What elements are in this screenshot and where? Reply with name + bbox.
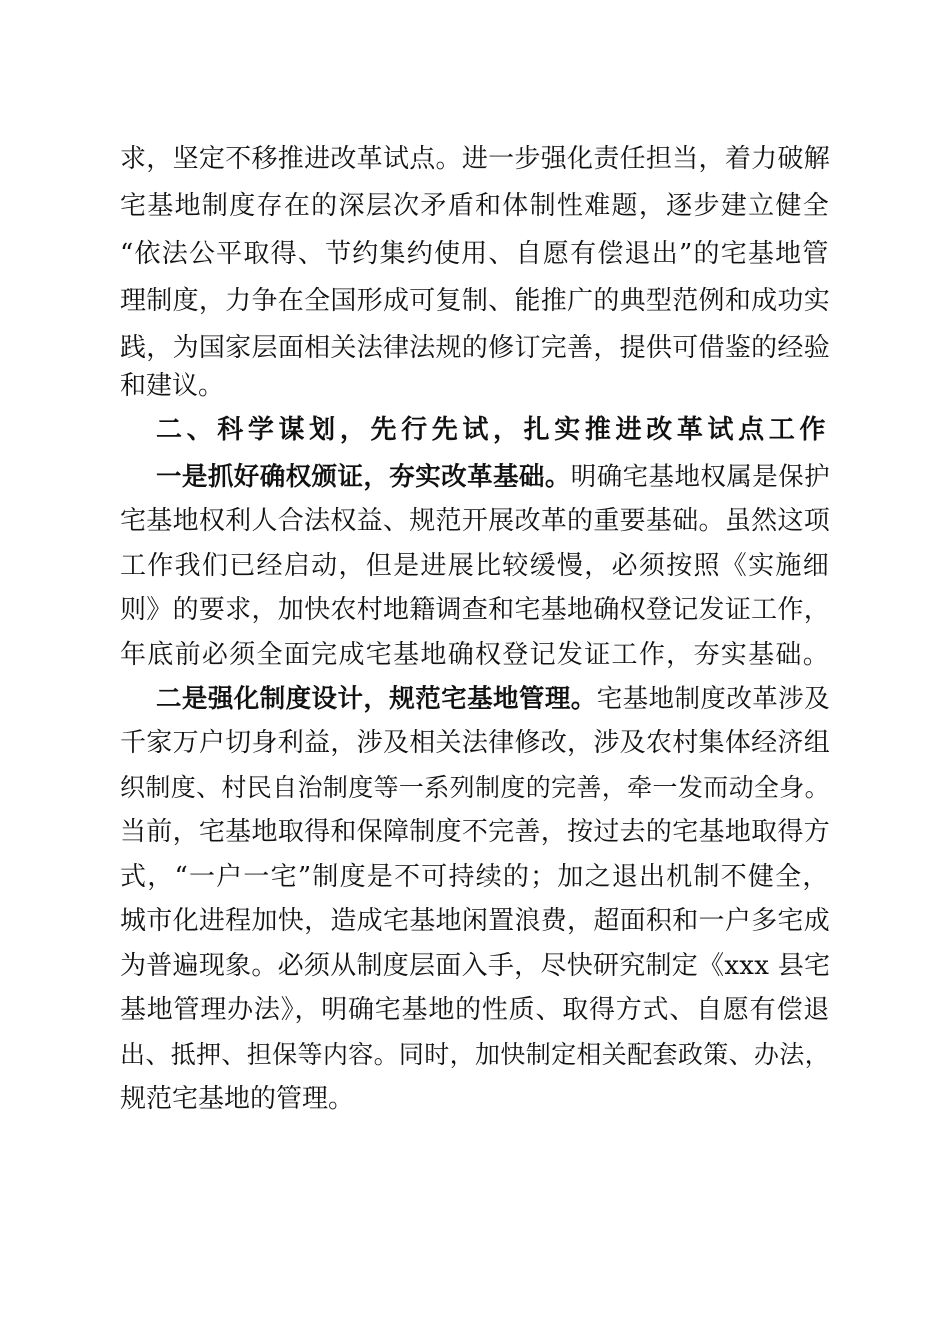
paragraph-line: 和建议。 (120, 371, 225, 401)
item-two-lead: 二是强化制度设计，规范宅基地管理。 (156, 684, 597, 714)
item-one-first-line (156, 461, 830, 493)
paragraph-line: 当前，宅基地取得和保障制度不完善，按过去的宅基地取得方 (120, 817, 831, 847)
paragraph-line: 城市化进程加快，造成宅基地闲置浪费，超面积和一户多宅成 (120, 906, 831, 936)
paragraph-line: 基地管理办法》，明确宅基地的性质、取得方式、自愿有偿退 (120, 995, 831, 1025)
paragraph-line: 工作我们已经启动，但是进展比较缓慢，必须按照《实施细 (120, 551, 831, 581)
item-two-first-line (156, 683, 830, 715)
paragraph-line: 则》的要求，加快农村地籍调查和宅基地确权登记发证工作， (120, 595, 831, 625)
paragraph-line: 求，坚定不移推进改革试点。进一步强化责任担当，着力破解 (120, 144, 831, 174)
paragraph-line: 为普遍现象。必须从制度层面入手，尽快研究制定《xxx 县宅 (120, 951, 831, 981)
paragraph-line: 织制度、村民自治制度等一系列制度的完善，牵一发而动全身。 (120, 773, 831, 802)
item-two-text: 宅基地制度改革涉及 (596, 684, 831, 714)
section-heading: 二、科学谋划，先行先试，扎实推进改革试点工作 (156, 415, 831, 445)
paragraph-line: 式，“一户一宅”制度是不可持续的；加之退出机制不健全， (120, 862, 830, 892)
paragraph-line: 千家万户切身利益，涉及相关法律修改，涉及农村集体经济组 (120, 728, 831, 758)
item-one-lead: 一是抓好确权颁证，夯实改革基础。 (156, 462, 571, 492)
paragraph-line: 理制度，力争在全国形成可复制、能推广的典型范例和成功实 (120, 286, 831, 316)
paragraph-line: 出、抵押、担保等内容。同时，加快制定相关配套政策、办法， (120, 1040, 831, 1069)
paragraph-line: 规范宅基地的管理。 (120, 1084, 355, 1114)
paragraph-line: “依法公平取得、节约集约使用、自愿有偿退出”的宅基地管 (120, 239, 830, 269)
item-one-text: 明确宅基地权属是保护 (570, 462, 831, 492)
paragraph-line: 宅基地权利人合法权益、规范开展改革的重要基础。虽然这项 (120, 506, 831, 536)
paragraph-line: 宅基地制度存在的深层次矛盾和体制性难题，逐步建立健全 (120, 191, 831, 221)
paragraph-line: 年底前必须全面完成宅基地确权登记发证工作，夯实基础。 (120, 640, 831, 670)
paragraph-line: 践，为国家层面相关法律法规的修订完善，提供可借鉴的经验 (120, 333, 831, 363)
